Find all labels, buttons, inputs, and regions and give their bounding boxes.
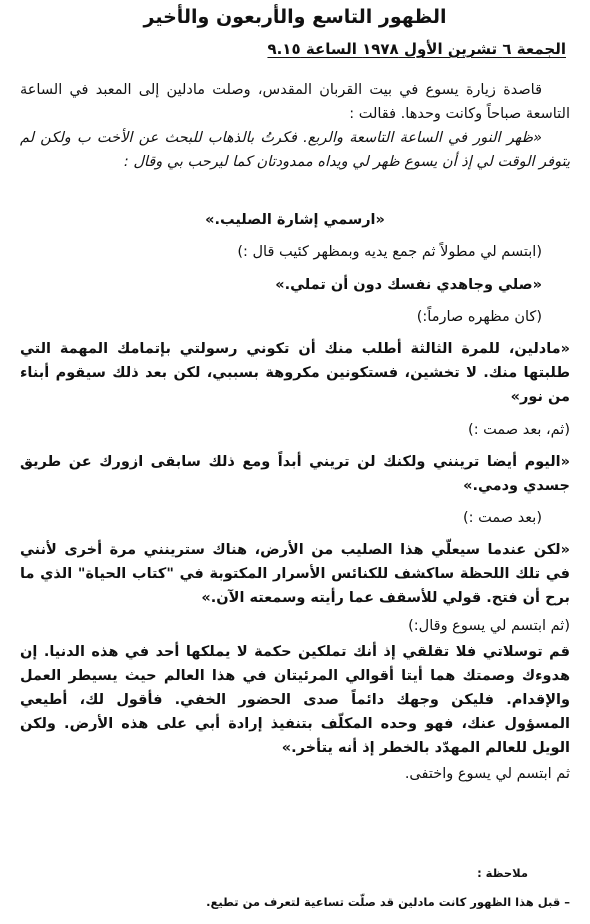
quote-pray: «صلي وجاهدي نفسك دون أن تملي.» — [275, 277, 542, 293]
quote-mission: «مادلين، للمرة الثالثة أطلب منك أن تكوني رسولتي بإتمامك المهمة التي طلبتها منك. لا تخشين، فستكونين مكروهة بسببي، لكن بعد ذلك سيقوم أبناء من نور» — [20, 341, 570, 405]
quote-body-blood: «اليوم أيضا ترينني ولكنك لن تريني أبداً ومع ذلك سابقى ازورك عن طريق جسدي ودمي.» — [20, 454, 570, 494]
quote-cross-raised: «لكن عندما سيعلّي هذا الصليب من الأرض، هناك سترينني مرة أخرى لأنني في تلك اللحظة ساكشف للكنائس الأسرار المكتوبة في "كتاب الحياة" الذي ما برح أن فتح. قولي للأسقف عما رأيته وسمعته الآن.» — [20, 542, 570, 606]
narration-smile-said: (ثم ابتسم لي يسوع وقال:) — [408, 618, 570, 634]
narration-silence-1: (ثم، بعد صمت :) — [468, 422, 570, 438]
quote-wisdom: قم توسلاتي فلا تقلقي إذ أنك تملكين حكمة لا يملكها أحد في هذه الدنيا. إن هدوءك وصمتك هما أيتا أقوالي المرئيتان في هذا العالم حيث يسيطر العمل والإقدام. فليكن وجهك دائماً صدى الحضور الخفي. فأقول لك، أطيعي المسؤول عنك، فهو وحده المكلّف بتنفيذ إرادة أبي على هذه الأرض. ولكن الويل للعالم المهدّد بالخطر إذ أنه يتأخر.» — [20, 644, 570, 756]
page-title: الظهور التاسع والأربعون والأخير — [143, 6, 447, 28]
narration-smile: (ابتسم لي مطولاً ثم جمع يديه وبمظهر كئيب قال :) — [237, 244, 542, 260]
apparition-date: الجمعة ٦ تشرين الأول ١٩٧٨ الساعة ٩.١٥ — [267, 40, 566, 58]
narration-silence-2: (بعد صمت :) — [463, 510, 542, 526]
quote-paragraph-1: «ظهر النور في الساعة التاسعة والربع. فكرتُ بالذهاب للبحث عن الأخت ب ولكن لم يتوفر الوقت لي إذ أن يسوع ظهر لي ويداه ممدودتان كما ليرحب بي وقال : — [20, 130, 570, 170]
closing-line: ثم ابتسم لي يسوع واختفى. — [404, 766, 570, 782]
quote-sign-of-cross: «ارسمي إشارة الصليب.» — [205, 212, 385, 228]
note-label: ملاحظة : — [477, 866, 528, 880]
narration-stern: (كان مظهره صارماً:) — [416, 309, 542, 325]
intro-paragraph: قاصدة زيارة يسوع في بيت القربان المقدس، وصلت مادلين إلى المعبد في الساعة التاسعة صباحاً وكانت وحدها. فقالت : — [20, 82, 570, 122]
note-text: – قبل هذا الظهور كانت مادلين قد صلّت تساعية لتعرف من تطيع. — [206, 895, 570, 909]
